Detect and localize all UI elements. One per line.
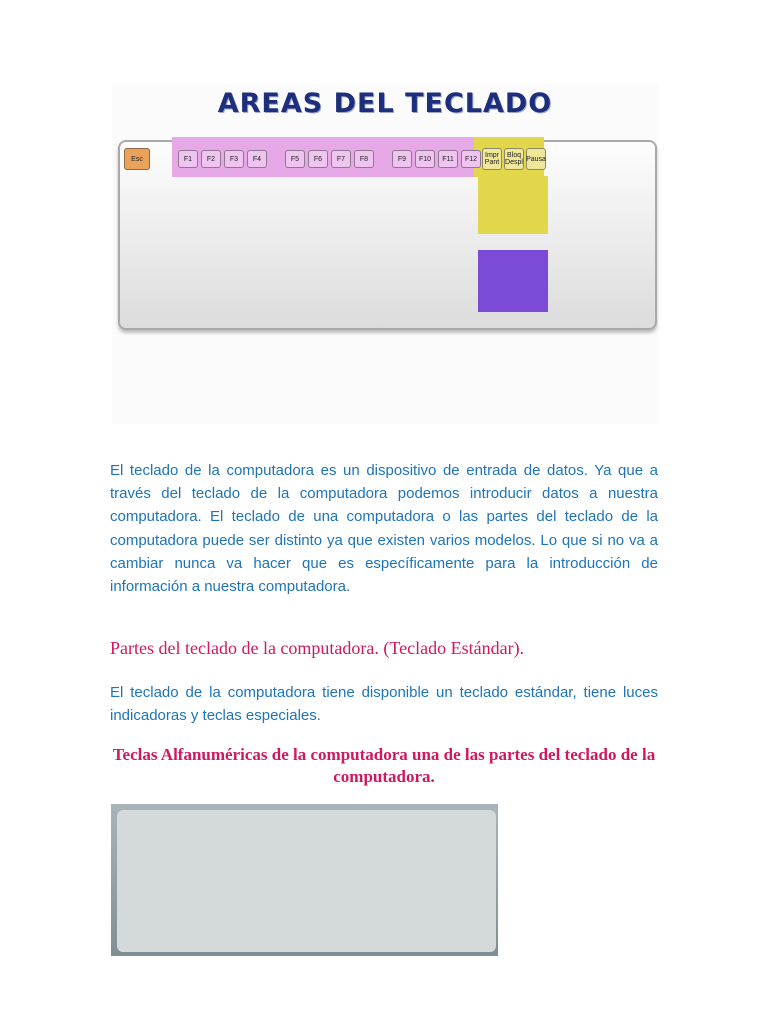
- keyboard-photo-board: [117, 810, 496, 952]
- section-heading-partes: Partes del teclado de la computadora. (Teclado Estándar).: [110, 638, 525, 658]
- key-f12: F12: [461, 150, 481, 168]
- key-f5: F5: [285, 150, 305, 168]
- key-f1: F1: [178, 150, 198, 168]
- key-edit-top-2: Pausa: [526, 148, 546, 170]
- key-f2: F2: [201, 150, 221, 168]
- edit-keys-zone: [478, 176, 548, 234]
- key-esc: Esc: [124, 148, 150, 170]
- key-f6: F6: [308, 150, 328, 168]
- key-f11: F11: [438, 150, 458, 168]
- key-f7: F7: [331, 150, 351, 168]
- direction-keys-zone: [478, 250, 548, 312]
- key-f3: F3: [224, 150, 244, 168]
- key-edit-top-1: Bloq Despl: [504, 148, 524, 170]
- figure-title: AREAS DEL TECLADO: [217, 88, 553, 119]
- standard-keyboard-paragraph: El teclado de la computadora tiene disponible un teclado estándar, tiene luces indicadoras y teclas especiales.: [110, 684, 658, 725]
- key-f9: F9: [392, 150, 412, 168]
- intro-paragraph: El teclado de la computadora es un dispositivo de entrada de datos. Ya que a través del teclado de la computadora podemos introducir datos a nuestra computadora. El teclado de una computadora o las partes del teclado de la computadora puede ser distinto ya que existen varios modelos. Lo que si no va a cambiar nunca va hacer que es específicamente para la introducción de información a nuestra computadora.: [110, 462, 658, 596]
- key-f8: F8: [354, 150, 374, 168]
- section-heading-alfanumericas: Teclas Alfanuméricas de la computadora una de las partes del teclado de la computadora.: [112, 745, 656, 786]
- keyboard-photo: [111, 804, 498, 956]
- key-f4: F4: [247, 150, 267, 168]
- key-f10: F10: [415, 150, 435, 168]
- keyboard-areas-figure: [112, 84, 658, 424]
- key-edit-top-0: Impr Pant: [482, 148, 502, 170]
